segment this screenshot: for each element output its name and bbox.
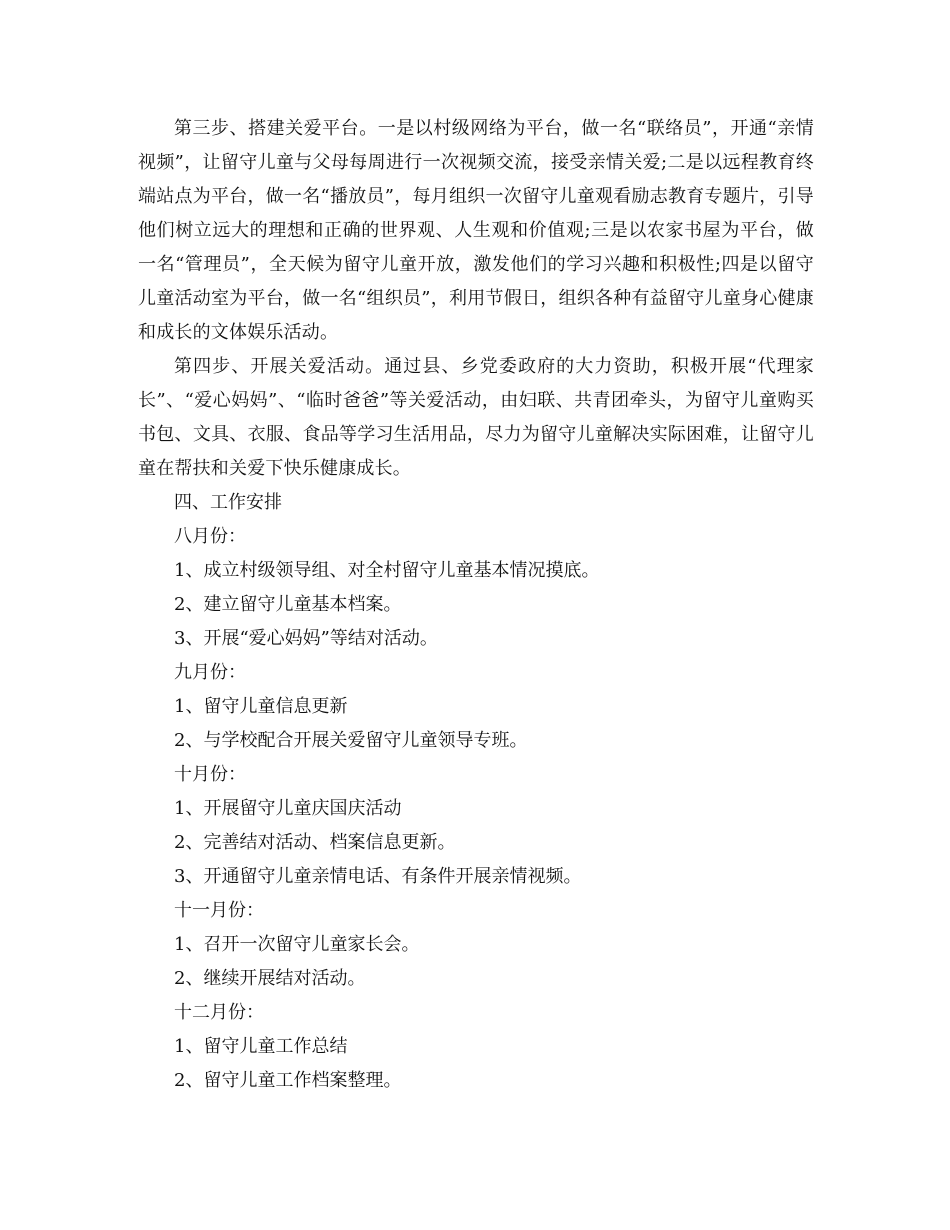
paragraph-step-three: 第三步、搭建关爱平台。一是以村级网络为平台，做一名“联络员”，开通“亲情视频”，让留守儿童与父母每周进行一次视频交流，接受亲情关爱;二是以远程教育终端站点为平台，做一名“播放员”，每月组织一次留守儿童观看励志教育专题片，引导他们树立远大的理想和正确的世界观、人生观和价值观;三是以农家书屋为平台，做一名“管理员”，全天候为留守儿童开放，激发他们的学习兴趣和积极性;四是以留守儿童活动室为平台，做一名“组织员”，利用节假日，组织各种有益留守儿童身心健康和成长的文体娱乐活动。 bbox=[138, 118, 814, 343]
list-item: 3、开展“爱心妈妈”等结对活动。 bbox=[174, 628, 438, 649]
month-heading-october: 十月份： bbox=[174, 764, 246, 785]
list-item: 1、召开一次留守儿童家长会。 bbox=[174, 934, 420, 955]
month-heading-august: 八月份： bbox=[174, 526, 246, 547]
list-item: 2、继续开展结对活动。 bbox=[174, 968, 366, 989]
list-item: 2、与学校配合开展关爱留守儿童领导专班。 bbox=[174, 730, 528, 751]
document-body bbox=[138, 112, 814, 1098]
list-item: 1、留守儿童工作总结 bbox=[174, 1036, 348, 1057]
list-item: 1、开展留守儿童庆国庆活动 bbox=[174, 798, 402, 819]
month-heading-november: 十一月份： bbox=[174, 900, 264, 921]
list-item: 2、留守儿童工作档案整理。 bbox=[174, 1070, 402, 1091]
month-heading-september: 九月份： bbox=[174, 662, 246, 683]
section-heading-work-schedule: 四、工作安排 bbox=[174, 492, 282, 513]
list-item: 1、留守儿童信息更新 bbox=[174, 696, 348, 717]
paragraph-step-four: 第四步、开展关爱活动。通过县、乡党委政府的大力资助，积极开展“代理家长”、“爱心妈妈”、“临时爸爸”等关爱活动，由妇联、共青团牵头，为留守儿童购买书包、文具、衣服、食品等学习生活用品，尽力为留守儿童解决实际困难，让留守儿童在帮扶和关爱下快乐健康成长。 bbox=[138, 356, 814, 479]
list-item: 3、开通留守儿童亲情电话、有条件开展亲情视频。 bbox=[174, 866, 582, 887]
month-heading-december: 十二月份： bbox=[174, 1002, 264, 1023]
list-item: 2、建立留守儿童基本档案。 bbox=[174, 594, 402, 615]
list-item: 2、完善结对活动、档案信息更新。 bbox=[174, 832, 456, 853]
list-item: 1、成立村级领导组、对全村留守儿童基本情况摸底。 bbox=[174, 560, 600, 581]
